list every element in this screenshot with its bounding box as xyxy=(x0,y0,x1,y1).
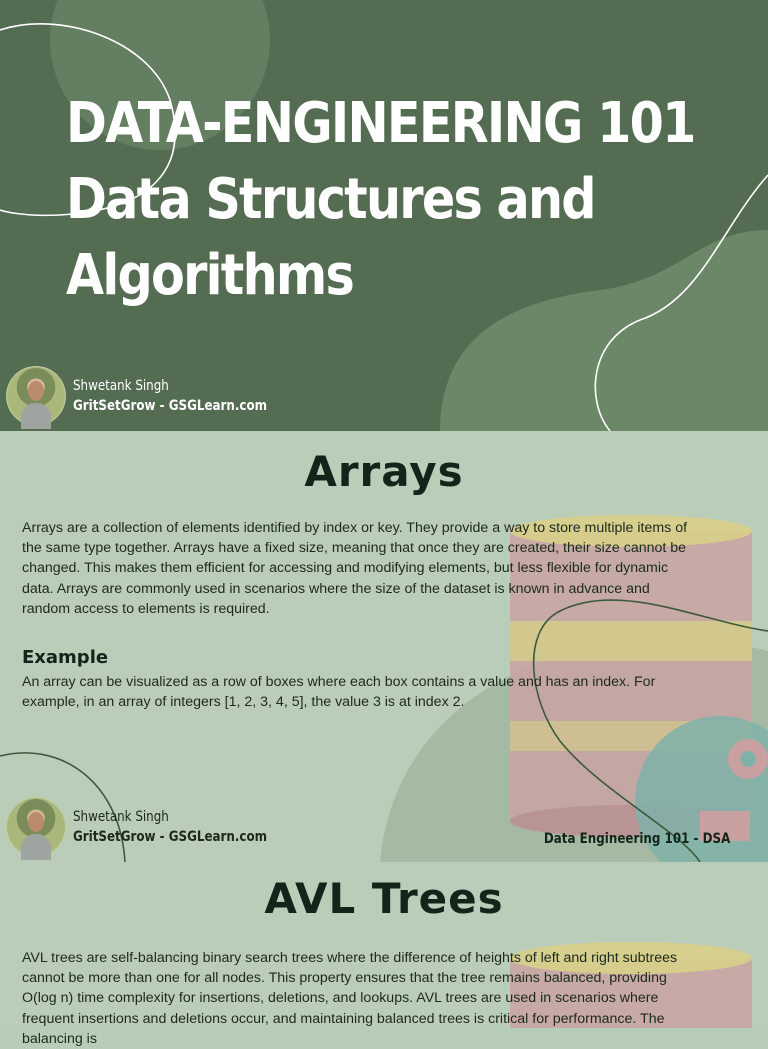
author-site: GritSetGrow - GSGLearn.com xyxy=(73,398,268,414)
arrays-slide xyxy=(0,431,768,862)
author-avatar xyxy=(6,366,66,426)
author-avatar xyxy=(6,797,66,857)
avl-body: AVL trees are self-balancing binary search trees where the difference of heights of left and right subtrees cannot be more than one for all nodes. This property ensures that the tree remains balanced, providing O(log n) time complexity for insertions, deletions, and lookups. AVL trees are used in scenarios where frequent insertions and deletions occur, and maintaining balanced trees is critical for performance. The balancing is xyxy=(22,950,678,1047)
cover-title-line3: Algorithms xyxy=(66,243,354,308)
arrays-heading: Arrays xyxy=(304,447,464,496)
slide-footer: Data Engineering 101 - DSA xyxy=(543,831,730,847)
cover-slide xyxy=(0,0,768,431)
avl-slide xyxy=(0,862,768,1047)
arrays-author xyxy=(6,797,301,857)
cover-title-line1: DATA-ENGINEERING 101 xyxy=(66,91,695,156)
example-heading: Example xyxy=(22,647,109,668)
arrays-body: Arrays are a collection of elements identified by index or key. They provide a way to store multiple items of the same type together. Arrays have a fixed size, meaning that once they are created, their size cannot be changed. This makes them efficient for accessing and modifying elements, but less flexible for dynamic data. Arrays are commonly used in scenarios where the size of the dataset is known in advance and random access to elements is required. xyxy=(22,520,688,617)
cover-author xyxy=(6,366,301,426)
author-site: GritSetGrow - GSGLearn.com xyxy=(73,829,268,845)
author-name: Shwetank Singh xyxy=(73,378,169,394)
cover-title-line2: Data Structures and xyxy=(66,167,595,232)
cover-title xyxy=(66,86,735,314)
author-name: Shwetank Singh xyxy=(73,809,169,825)
avl-heading: AVL Trees xyxy=(264,874,504,923)
example-body: An array can be visualized as a row of boxes where each box contains a value and has an index. For example, in an array of integers [1, 2, 3, 4, 5], the value 3 is at index 2. xyxy=(22,674,656,711)
